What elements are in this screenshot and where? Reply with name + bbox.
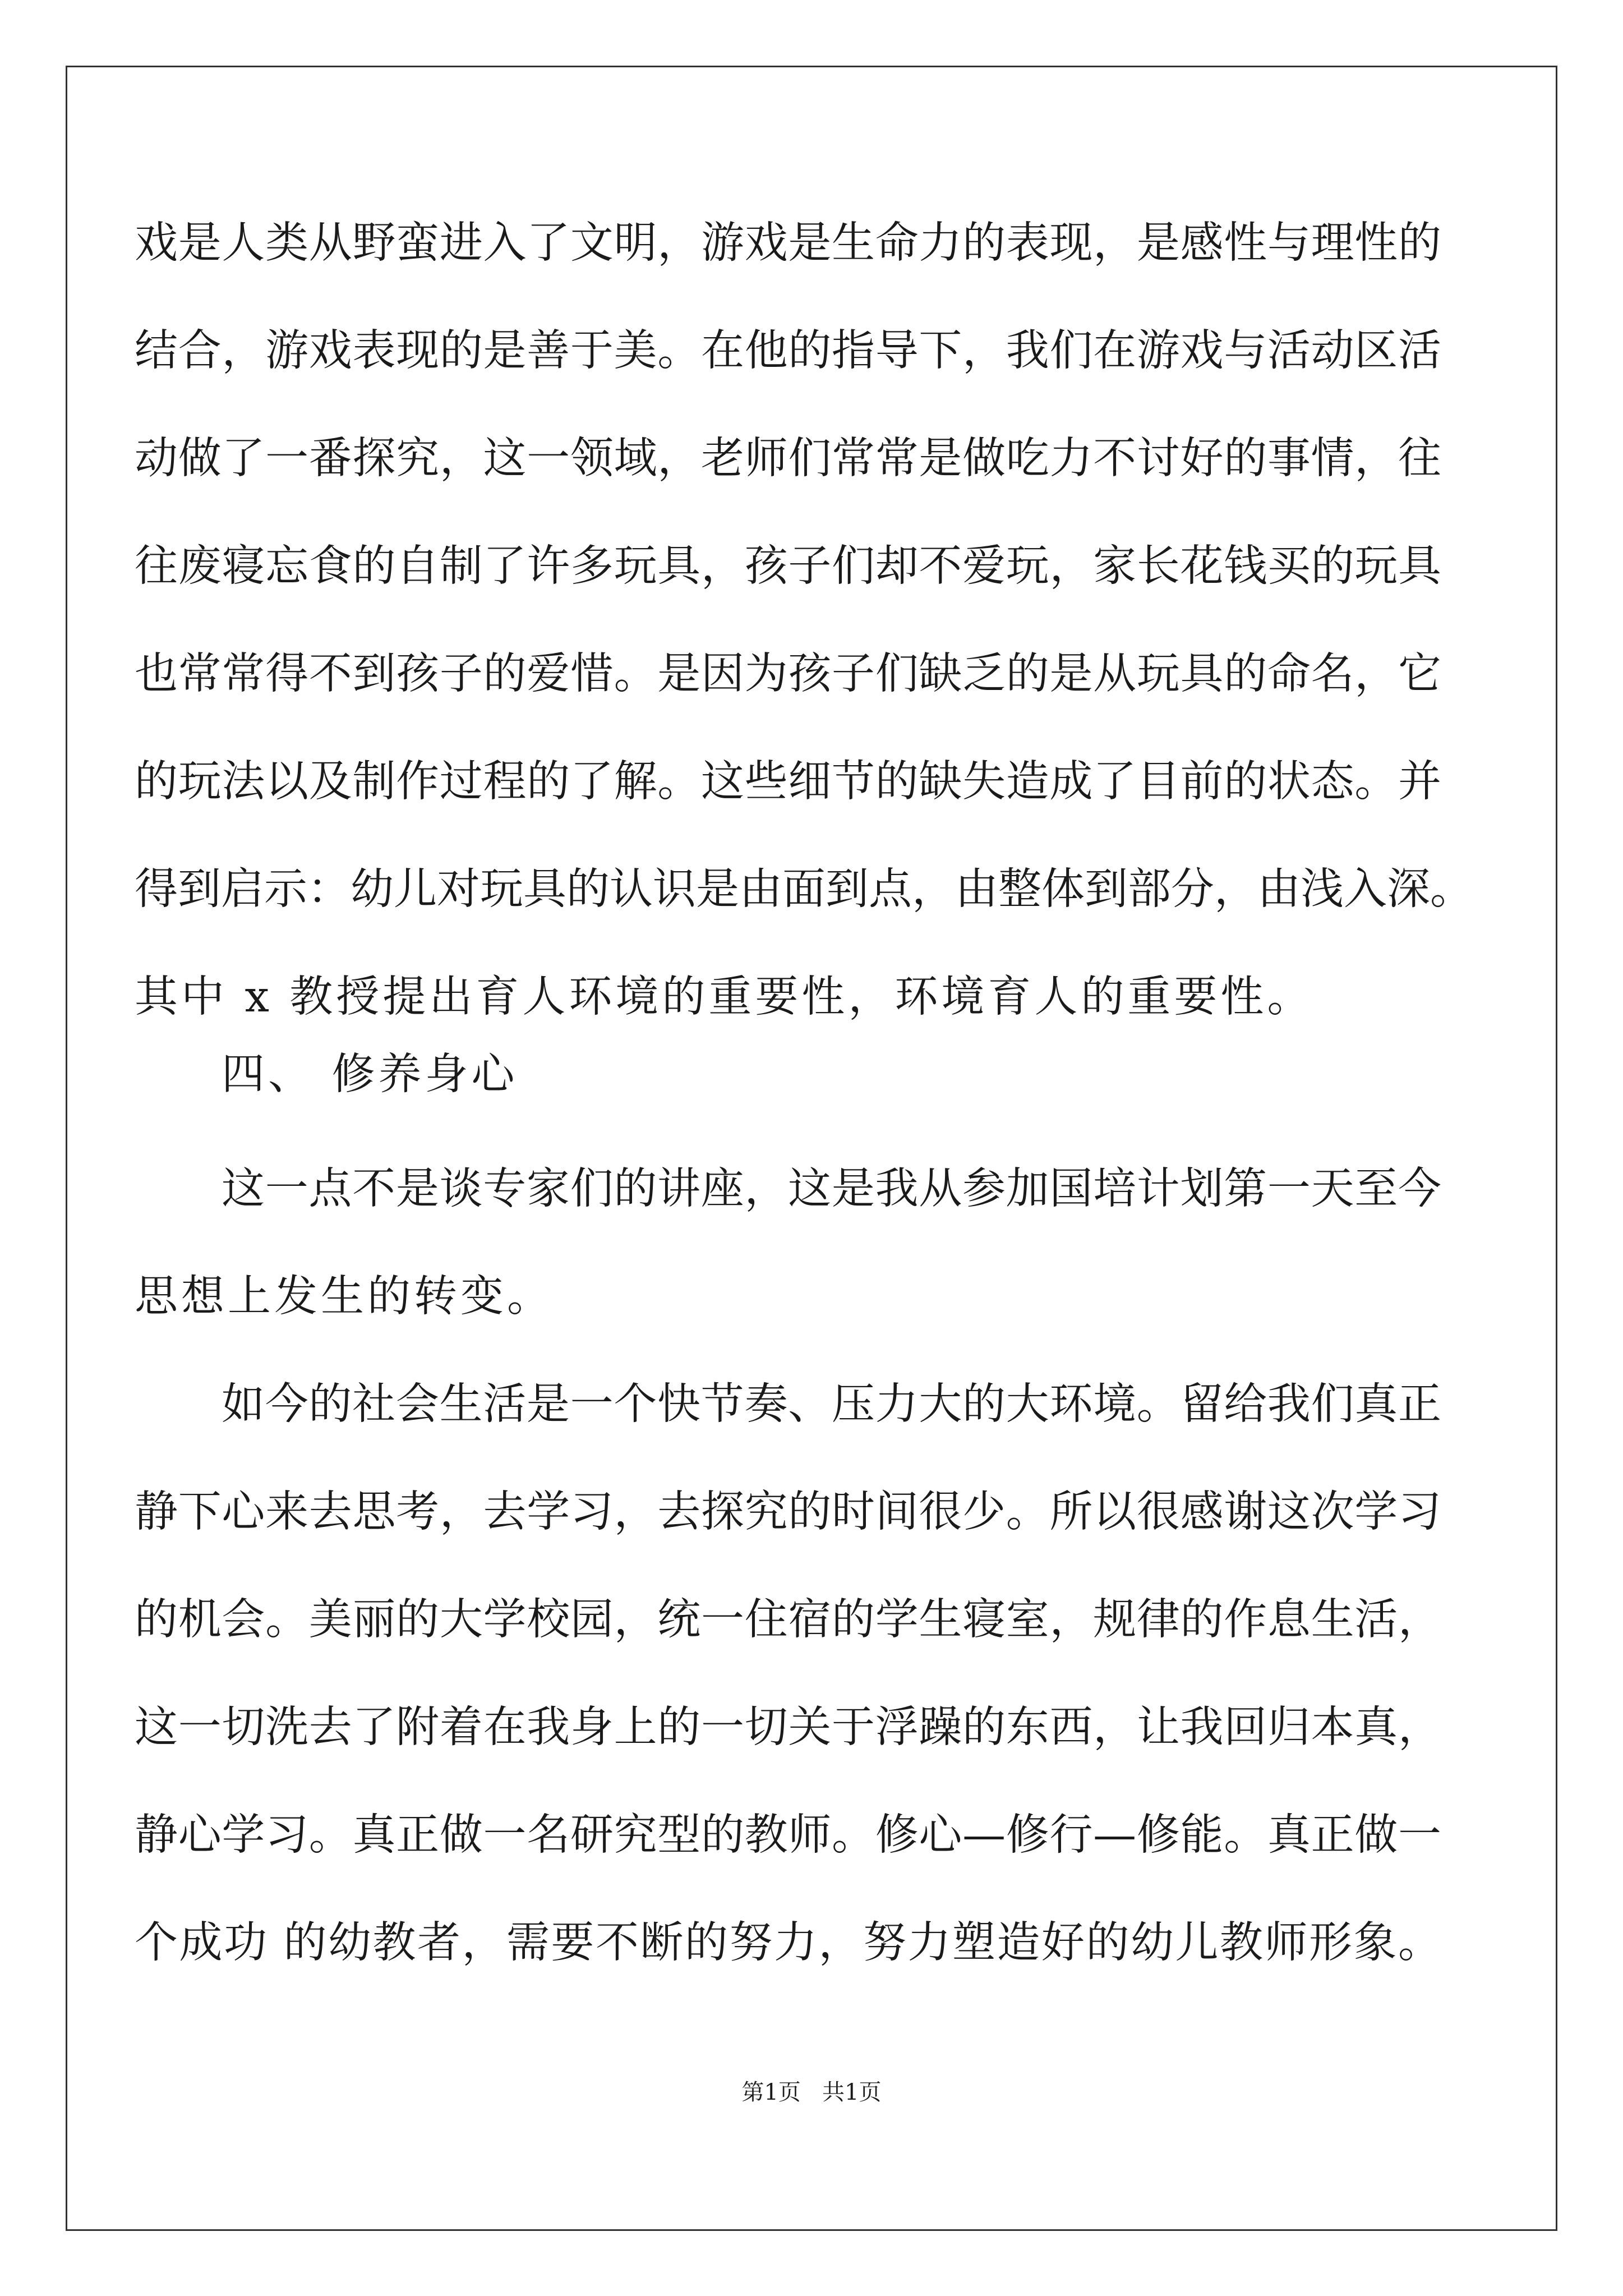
page-footer: 第1页 共1页 [741,2079,882,2105]
paragraph-line: 戏是人类从野蛮进入了文明，游戏是生命力的表现，是感性与理性的 [135,218,1441,268]
paragraph-line: 也常常得不到孩子的爱惜。是因为孩子们缺乏的是从玩具的命名，它 [135,649,1441,699]
paragraph-line: 的机会。美丽的大学校园，统一住宿的学生寝室，规律的作息生活， [135,1595,1441,1645]
paragraph-line: 静心学习。真正做一名研究型的教师。修心—修行—修能。真正做一 [135,1810,1441,1860]
paragraph-line: 动做了一番探究，这一领域，老师们常常是做吃力不讨好的事情，往 [135,434,1441,484]
paragraph-line: 如今的社会生活是一个快节奏、压力大的大环境。留给我们真正 [222,1379,1441,1429]
paragraph-line: 得到启示：幼儿对玩具的认识是由面到点，由整体到部分，由浅入深。 [135,864,1473,914]
paragraph-line: 结合，游戏表现的是善于美。在他的指导下，我们在游戏与活动区活 [135,326,1441,376]
section-heading: 四、 修养身心 [222,1050,518,1099]
paragraph-line: 的玩法以及制作过程的了解。这些细节的缺失造成了目前的状态。并 [135,757,1441,807]
paragraph-line: 静下心来去思考，去学习，去探究的时间很少。所以很感谢这次学习 [135,1487,1441,1537]
paragraph-line: 这一点不是谈专家们的讲座，这是我从参加国培计划第一天至今 [222,1164,1441,1214]
paragraph-line: 个成功 的幼教者，需要不断的努力，努力塑造好的幼儿教师形象。 [135,1918,1441,1968]
page-border [66,66,1557,2231]
paragraph-line: 往废寝忘食的自制了许多玩具，孩子们却不爱玩，家长花钱买的玩具 [135,541,1441,591]
paragraph-line: 思想上发生的转变。 [135,1272,554,1322]
paragraph-line: 其中 x 教授提出育人环境的重要性，环境育人的重要性。 [135,972,1314,1022]
paragraph-line: 这一切洗去了附着在我身上的一切关于浮躁的东西，让我回归本真， [135,1703,1441,1752]
